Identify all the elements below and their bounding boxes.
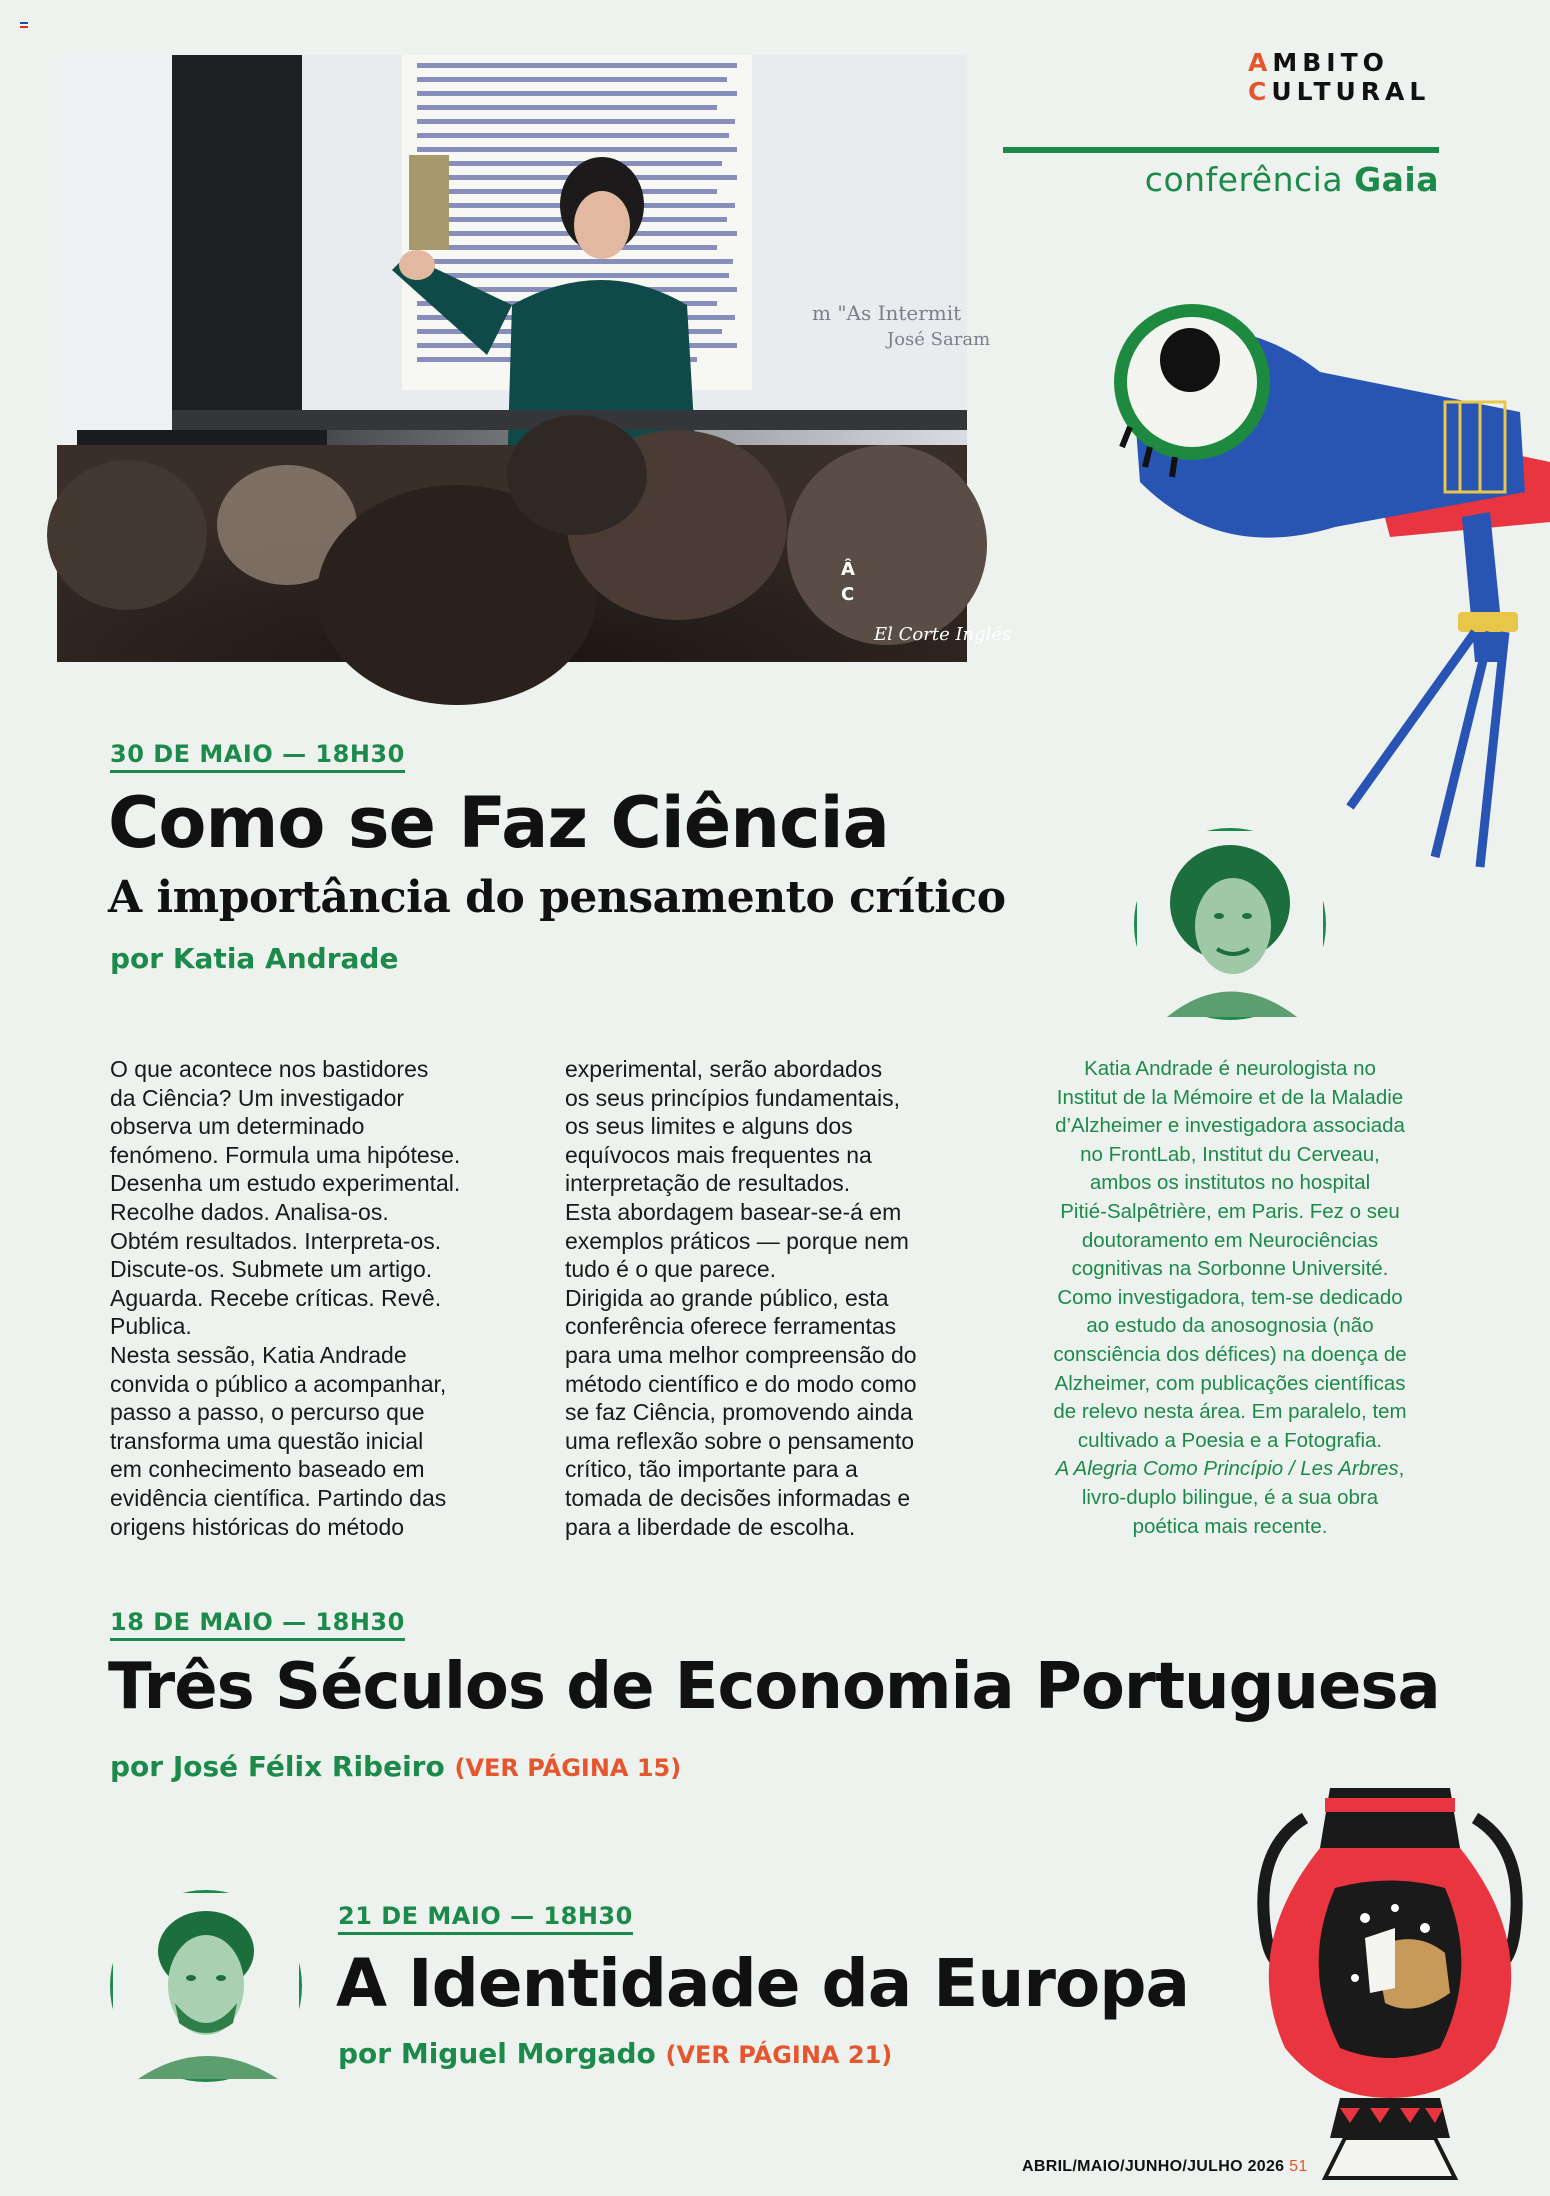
series-title: conferência Gaia [1144, 160, 1439, 199]
event1-byline: por Katia Andrade [110, 942, 399, 975]
speaker-portrait-katia [1134, 828, 1326, 1020]
event3-byline: por Miguel Morgado (VER PÁGINA 21) [338, 2037, 893, 2070]
svg-text:El Corte Inglés: El Corte Inglés [874, 624, 1012, 645]
event2-page-ref: (VER PÁGINA 15) [454, 1754, 682, 1782]
svg-text:Â: Â [841, 559, 855, 580]
hero-photo [57, 55, 1012, 662]
event3-title: A Identidade da Europa [336, 1945, 1190, 2022]
speaker-bio: Katia Andrade é neurologista no Institut de la Mémoire et de la Maladie d’Alzheimer e investigadora associada no FrontLab, Institut du Cerveau, ambos os institutos no hospital Pitié-Salpêtrière, em Paris. Fez o seu doutoramento em Neurociências cognitivas na Sorbonne Université. Como investigadora, tem-se dedicado ao estudo da anosognosia (não consciência dos défices) na doença de Alzheimer, com publicações científicas de relevo nesta área. Em paralelo, tem cultivado a Poesia e a Fotografia. A Alegria Como Princípio / Les Arbres, livro-duplo bilingue, é a sua obra poética mais recente. [1053, 1057, 1407, 1538]
telescope-illustration [1090, 262, 1550, 872]
svg-text:m "As Intermit: m "As Intermit [812, 301, 962, 325]
event1-title: Como se Faz Ciência [108, 782, 889, 864]
brand-logo: AMBITO CULTURAL [1248, 48, 1431, 106]
greek-vase-illustration [1245, 1778, 1535, 2192]
event2-title: Três Séculos de Economia Portuguesa [108, 1650, 1440, 1724]
event1-date: 30 DE MAIO — 18H30 [110, 740, 405, 773]
speaker-portrait-miguel [110, 1890, 302, 2082]
footer-issue: ABRIL/MAIO/JUNHO/JULHO 2026 51 [1022, 2158, 1308, 2175]
svg-text:C: C [841, 584, 855, 605]
event1-text-column-2: experimental, serão abordados os seus princípios fundamentais, os seus limites e alguns dos equívocos mais frequentes na interpretação de resultados. Esta abordagem basear-se-á em exemplos práticos — porque nem tudo é o que parece. Dirigida ao grande público, esta conferência oferece ferramentas para uma melhor compreensão do método científico e do modo como se faz Ciência, promovendo ainda uma reflexão sobre o pensamento crítico, tão importante para a tomada de decisões informadas e para a liberdade de escolha. [565, 1056, 917, 1540]
page-number: 51 [1289, 2158, 1308, 2175]
event1-text-column-1: O que acontece nos bastidores da Ciência? Um investigador observa um determinado fenómeno. Formula uma hipótese. Desenha um estudo experimental. Recolhe dados. Analisa-os. Obtém resultados. Interpreta-os. Discute-os. Submete um artigo. Aguarda. Recebe críticas. Revê. Publica. Nesta sessão, Katia Andrade convida o público a acompanhar, passo a passo, o percurso que transforma uma questão inicial em conhecimento baseado em evidência científica. Partindo das origens históricas do método [110, 1056, 461, 1540]
svg-text:José Saram: José Saram [887, 329, 991, 350]
flag-icon [20, 22, 28, 28]
event2-byline: por José Félix Ribeiro (VER PÁGINA 15) [110, 1750, 682, 1783]
event3-page-ref: (VER PÁGINA 21) [665, 2041, 893, 2069]
brand-rule [1003, 147, 1439, 153]
event1-subtitle: A importância do pensamento crítico [108, 872, 1006, 923]
event2-date: 18 DE MAIO — 18H30 [110, 1608, 405, 1641]
event3-date: 21 DE MAIO — 18H30 [338, 1902, 633, 1935]
